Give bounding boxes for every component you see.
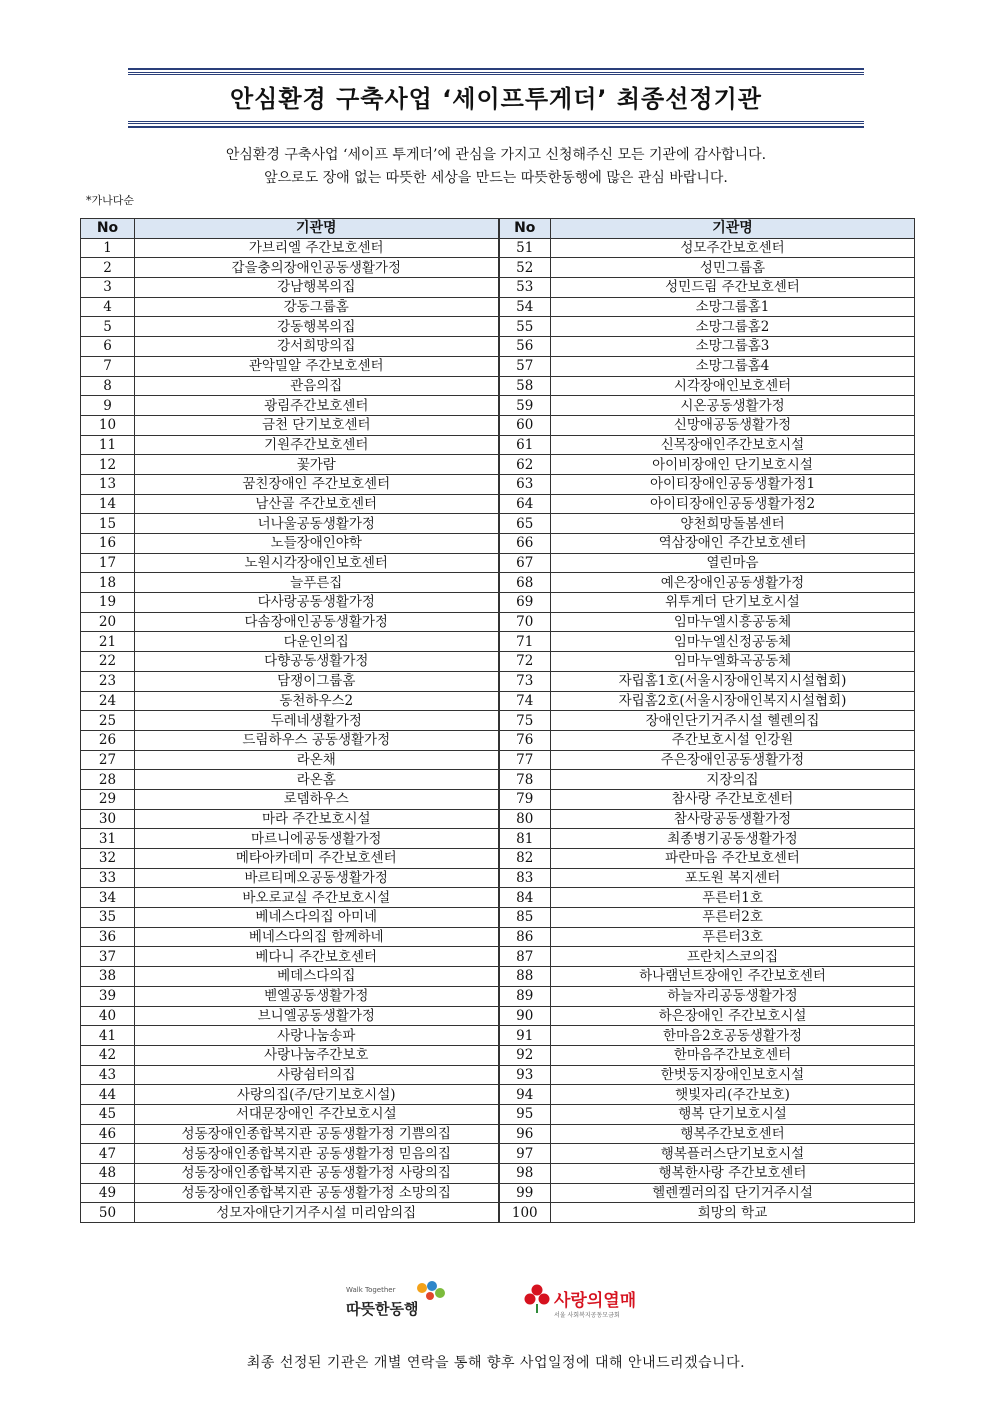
- row-name-right: 양천희망돌봄센터: [551, 514, 915, 534]
- walk-together-mark-icon: [412, 1280, 448, 1304]
- row-name-right: 행복한사랑 주간보호센터: [551, 1164, 915, 1184]
- row-name-right: 한마음2호공동생활가정: [551, 1026, 915, 1046]
- row-no-left: 44: [81, 1085, 135, 1105]
- row-no-left: 37: [81, 947, 135, 967]
- table-row: [81, 337, 915, 357]
- row-name-left: 브니엘공동생활가정: [135, 1006, 499, 1026]
- table-row: [81, 376, 915, 396]
- table-row: [81, 809, 915, 829]
- row-no-right: 54: [499, 297, 551, 317]
- row-name-left: 관악밀알 주간보호센터: [135, 356, 499, 376]
- row-no-left: 28: [81, 770, 135, 790]
- row-name-left: 베네스다의집 함께하네: [135, 927, 499, 947]
- table-row: [81, 632, 915, 652]
- row-no-left: 33: [81, 868, 135, 888]
- table-row: [81, 455, 915, 475]
- row-no-left: 43: [81, 1065, 135, 1085]
- row-no-left: 49: [81, 1183, 135, 1203]
- table-row: [81, 1183, 915, 1203]
- love-fruit-subtitle: 서울 사회복지공동모금회: [554, 1312, 620, 1319]
- row-no-left: 31: [81, 829, 135, 849]
- row-no-right: 76: [499, 730, 551, 750]
- row-name-left: 로뎀하우스: [135, 789, 499, 809]
- row-no-left: 17: [81, 553, 135, 573]
- row-no-left: 14: [81, 494, 135, 514]
- row-no-right: 82: [499, 849, 551, 869]
- walk-together-name: 따뜻한동행: [346, 1300, 419, 1318]
- row-no-right: 79: [499, 789, 551, 809]
- row-name-right: 아이비장애인 단기보호시설: [551, 455, 915, 475]
- row-name-right: 행복플러스단기보호시설: [551, 1144, 915, 1164]
- table-row: [81, 415, 915, 435]
- row-name-left: 베데스다의집: [135, 967, 499, 987]
- table-row: [81, 691, 915, 711]
- row-name-left: 성동장애인종합복지관 공동생활가정 기쁨의집: [135, 1124, 499, 1144]
- row-no-right: 100: [499, 1203, 551, 1223]
- walk-together-logo: [346, 1280, 456, 1324]
- row-no-left: 8: [81, 376, 135, 396]
- row-no-left: 42: [81, 1045, 135, 1065]
- table-row: [81, 927, 915, 947]
- row-no-left: 21: [81, 632, 135, 652]
- table-body: [81, 238, 915, 1222]
- row-no-right: 96: [499, 1124, 551, 1144]
- row-no-left: 50: [81, 1203, 135, 1223]
- row-no-left: 20: [81, 612, 135, 632]
- table-row: [81, 317, 915, 337]
- table-row: [81, 947, 915, 967]
- row-no-right: 53: [499, 278, 551, 298]
- row-name-right: 파란마음 주간보호센터: [551, 849, 915, 869]
- row-name-right: 시온공동생활가정: [551, 396, 915, 416]
- row-no-right: 83: [499, 868, 551, 888]
- row-name-left: 마라 주간보호시설: [135, 809, 499, 829]
- row-name-left: 꽃가람: [135, 455, 499, 475]
- row-name-left: 강동그룹홈: [135, 297, 499, 317]
- row-no-right: 66: [499, 534, 551, 554]
- row-no-left: 39: [81, 986, 135, 1006]
- row-name-right: 프란치스코의집: [551, 947, 915, 967]
- love-fruit-icon: [524, 1284, 550, 1314]
- row-name-right: 아이티장애인공동생활가정2: [551, 494, 915, 514]
- row-no-right: 84: [499, 888, 551, 908]
- row-name-right: 소망그룹홈4: [551, 356, 915, 376]
- table-row: [81, 474, 915, 494]
- table-row: [81, 750, 915, 770]
- table-row: [81, 829, 915, 849]
- table-row: [81, 789, 915, 809]
- table-row: [81, 888, 915, 908]
- row-no-left: 6: [81, 337, 135, 357]
- table-row: [81, 553, 915, 573]
- row-name-left: 다향공동생활가정: [135, 652, 499, 672]
- row-name-left: 동천하우스2: [135, 691, 499, 711]
- row-no-right: 58: [499, 376, 551, 396]
- header-name-left: 기관명: [135, 219, 499, 239]
- row-name-left: 메타아카데미 주간보호센터: [135, 849, 499, 869]
- header-no-left: No: [81, 219, 135, 239]
- row-no-right: 56: [499, 337, 551, 357]
- table-row: [81, 986, 915, 1006]
- row-no-left: 24: [81, 691, 135, 711]
- row-no-right: 70: [499, 612, 551, 632]
- row-no-right: 93: [499, 1065, 551, 1085]
- row-name-left: 두레네생활가정: [135, 711, 499, 731]
- row-name-left: 바오로교실 주간보호시설: [135, 888, 499, 908]
- row-name-left: 마르니에공동생활가정: [135, 829, 499, 849]
- row-no-right: 78: [499, 770, 551, 790]
- row-name-right: 자립홈2호(서울시장애인복지시설협회): [551, 691, 915, 711]
- row-no-right: 63: [499, 474, 551, 494]
- row-no-right: 89: [499, 986, 551, 1006]
- row-name-left: 늘푸른집: [135, 573, 499, 593]
- row-name-right: 성민드림 주간보호센터: [551, 278, 915, 298]
- row-no-right: 55: [499, 317, 551, 337]
- footer-note: 최종 선정된 기관은 개별 연락을 통해 향후 사업일정에 대해 안내드리겠습니다.: [246, 1355, 746, 1371]
- row-name-left: 노원시각장애인보호센터: [135, 553, 499, 573]
- row-no-right: 75: [499, 711, 551, 731]
- row-name-left: 성동장애인종합복지관 공동생활가정 소망의집: [135, 1183, 499, 1203]
- row-name-left: 서대문장애인 주간보호시설: [135, 1104, 499, 1124]
- logo-area: [0, 1276, 992, 1326]
- row-no-left: 38: [81, 967, 135, 987]
- table-row: [81, 1045, 915, 1065]
- row-no-right: 94: [499, 1085, 551, 1105]
- row-no-left: 16: [81, 534, 135, 554]
- table-row: [81, 593, 915, 613]
- row-name-right: 참사랑 주간보호센터: [551, 789, 915, 809]
- row-no-left: 12: [81, 455, 135, 475]
- table-header-row: [81, 219, 915, 239]
- table-row: [81, 1164, 915, 1184]
- row-no-left: 2: [81, 258, 135, 278]
- table-row: [81, 612, 915, 632]
- row-name-right: 주간보호시설 인강원: [551, 730, 915, 750]
- row-name-left: 강남행복의집: [135, 278, 499, 298]
- row-no-left: 47: [81, 1144, 135, 1164]
- table-row: [81, 1006, 915, 1026]
- row-no-left: 13: [81, 474, 135, 494]
- row-no-right: 71: [499, 632, 551, 652]
- table-row: [81, 278, 915, 298]
- row-name-right: 행복 단기보호시설: [551, 1104, 915, 1124]
- row-no-right: 62: [499, 455, 551, 475]
- row-no-left: 27: [81, 750, 135, 770]
- row-no-left: 1: [81, 238, 135, 258]
- row-no-left: 19: [81, 593, 135, 613]
- row-name-right: 자립홈1호(서울시장애인복지시설협회): [551, 671, 915, 691]
- sort-note: *가나다순: [86, 194, 135, 207]
- row-no-right: 80: [499, 809, 551, 829]
- row-no-right: 73: [499, 671, 551, 691]
- table-row: [81, 238, 915, 258]
- row-name-right: 한마음주간보호센터: [551, 1045, 915, 1065]
- row-name-right: 참사랑공동생활가정: [551, 809, 915, 829]
- walk-together-tagline: Walk Together: [346, 1286, 396, 1294]
- row-name-left: 다솜장애인공동생활가정: [135, 612, 499, 632]
- row-name-right: 성모주간보호센터: [551, 238, 915, 258]
- row-name-right: 최종병기공동생활가정: [551, 829, 915, 849]
- row-name-left: 다운인의집: [135, 632, 499, 652]
- row-name-right: 임마누엘화곡공동체: [551, 652, 915, 672]
- row-name-left: 너나울공동생활가정: [135, 514, 499, 534]
- row-name-left: 금천 단기보호센터: [135, 415, 499, 435]
- table-row: [81, 908, 915, 928]
- table-row: [81, 1203, 915, 1223]
- table-row: [81, 849, 915, 869]
- row-no-right: 60: [499, 415, 551, 435]
- row-name-right: 소망그룹홈2: [551, 317, 915, 337]
- table-row: [81, 435, 915, 455]
- header-name-right: 기관명: [551, 219, 915, 239]
- row-no-left: 41: [81, 1026, 135, 1046]
- row-name-left: 성모자애단기거주시설 미리암의집: [135, 1203, 499, 1223]
- love-fruit-logo: [524, 1280, 664, 1324]
- row-no-right: 88: [499, 967, 551, 987]
- table-row: [81, 1124, 915, 1144]
- row-no-left: 29: [81, 789, 135, 809]
- table-row: [81, 711, 915, 731]
- row-no-right: 65: [499, 514, 551, 534]
- row-name-left: 벧엘공동생활가정: [135, 986, 499, 1006]
- row-name-right: 행복주간보호센터: [551, 1124, 915, 1144]
- row-name-left: 광림주간보호센터: [135, 396, 499, 416]
- row-name-right: 하나램넌트장애인 주간보호센터: [551, 967, 915, 987]
- table-row: [81, 534, 915, 554]
- row-name-right: 아이티장애인공동생활가정1: [551, 474, 915, 494]
- table-row: [81, 1026, 915, 1046]
- row-name-left: 담쟁이그룹홈: [135, 671, 499, 691]
- row-no-left: 23: [81, 671, 135, 691]
- row-no-right: 85: [499, 908, 551, 928]
- row-no-right: 52: [499, 258, 551, 278]
- table-row: [81, 573, 915, 593]
- row-no-right: 61: [499, 435, 551, 455]
- row-name-left: 성동장애인종합복지관 공동생활가정 사랑의집: [135, 1164, 499, 1184]
- institution-table: [80, 218, 915, 1223]
- row-no-right: 90: [499, 1006, 551, 1026]
- row-name-right: 성민그룹홈: [551, 258, 915, 278]
- table-row: [81, 1085, 915, 1105]
- row-no-right: 97: [499, 1144, 551, 1164]
- row-name-right: 하은장애인 주간보호시설: [551, 1006, 915, 1026]
- row-no-right: 67: [499, 553, 551, 573]
- table-row: [81, 652, 915, 672]
- row-no-left: 15: [81, 514, 135, 534]
- row-no-left: 25: [81, 711, 135, 731]
- row-no-left: 22: [81, 652, 135, 672]
- row-no-left: 40: [81, 1006, 135, 1026]
- row-no-left: 35: [81, 908, 135, 928]
- row-name-left: 사랑나눔송파: [135, 1026, 499, 1046]
- row-name-left: 사랑나눔주간보호: [135, 1045, 499, 1065]
- table-row: [81, 671, 915, 691]
- row-no-right: 91: [499, 1026, 551, 1046]
- row-name-right: 주은장애인공동생활가정: [551, 750, 915, 770]
- row-no-right: 87: [499, 947, 551, 967]
- row-name-left: 라온채: [135, 750, 499, 770]
- table-row: [81, 297, 915, 317]
- row-no-left: 10: [81, 415, 135, 435]
- row-no-right: 51: [499, 238, 551, 258]
- row-name-right: 임마누엘신정공동체: [551, 632, 915, 652]
- table-row: [81, 1144, 915, 1164]
- table-row: [81, 494, 915, 514]
- table-row: [81, 1065, 915, 1085]
- row-name-left: 베다니 주간보호센터: [135, 947, 499, 967]
- title-rule-bottom: [128, 126, 864, 128]
- row-no-right: 57: [499, 356, 551, 376]
- row-name-right: 역삼장애인 주간보호센터: [551, 534, 915, 554]
- row-no-left: 4: [81, 297, 135, 317]
- table-row: [81, 514, 915, 534]
- row-no-left: 9: [81, 396, 135, 416]
- row-no-left: 3: [81, 278, 135, 298]
- table-row: [81, 356, 915, 376]
- table-row: [81, 967, 915, 987]
- row-no-left: 32: [81, 849, 135, 869]
- row-name-right: 푸른터3호: [551, 927, 915, 947]
- row-name-right: 시각장애인보호센터: [551, 376, 915, 396]
- row-name-left: 가브리엘 주간보호센터: [135, 238, 499, 258]
- title-banner: [128, 72, 864, 124]
- row-name-right: 한벗둥지장애인보호시설: [551, 1065, 915, 1085]
- row-name-left: 강동행복의집: [135, 317, 499, 337]
- table-row: [81, 258, 915, 278]
- header-no-right: No: [499, 219, 551, 239]
- row-no-left: 30: [81, 809, 135, 829]
- row-name-left: 사랑의집(주/단기보호시설): [135, 1085, 499, 1105]
- row-no-left: 18: [81, 573, 135, 593]
- row-no-left: 5: [81, 317, 135, 337]
- table-row: [81, 868, 915, 888]
- row-name-left: 라온홈: [135, 770, 499, 790]
- row-no-left: 11: [81, 435, 135, 455]
- row-name-right: 포도원 복지센터: [551, 868, 915, 888]
- row-no-right: 59: [499, 396, 551, 416]
- row-no-right: 74: [499, 691, 551, 711]
- row-name-right: 하늘자리공동생활가정: [551, 986, 915, 1006]
- row-no-right: 98: [499, 1164, 551, 1184]
- row-name-left: 베네스다의집 아미네: [135, 908, 499, 928]
- row-no-right: 77: [499, 750, 551, 770]
- row-no-left: 7: [81, 356, 135, 376]
- page-title: 안심환경 구축사업 ‘세이프투게더’ 최종선정기관: [230, 85, 762, 113]
- row-name-right: 희망의 학교: [551, 1203, 915, 1223]
- table-row: [81, 396, 915, 416]
- row-name-left: 사랑쉼터의집: [135, 1065, 499, 1085]
- intro-line-1: 안심환경 구축사업 ‘세이프 투게더’에 관심을 가지고 신청해주신 모든 기관에 감사합니다.: [225, 147, 767, 163]
- row-no-right: 99: [499, 1183, 551, 1203]
- row-name-left: 드림하우스 공동생활가정: [135, 730, 499, 750]
- row-no-right: 92: [499, 1045, 551, 1065]
- row-name-right: 지장의집: [551, 770, 915, 790]
- row-no-left: 26: [81, 730, 135, 750]
- row-name-right: 신망애공동생활가정: [551, 415, 915, 435]
- row-name-left: 남산골 주간보호센터: [135, 494, 499, 514]
- row-no-right: 81: [499, 829, 551, 849]
- row-name-right: 소망그룹홈3: [551, 337, 915, 357]
- row-name-left: 관음의집: [135, 376, 499, 396]
- row-name-right: 임마누엘시흥공동체: [551, 612, 915, 632]
- row-name-right: 햇빛자리(주간보호): [551, 1085, 915, 1105]
- row-name-left: 기원주간보호센터: [135, 435, 499, 455]
- title-rule-top: [128, 68, 864, 70]
- row-no-left: 34: [81, 888, 135, 908]
- row-no-right: 86: [499, 927, 551, 947]
- row-name-right: 푸른터2호: [551, 908, 915, 928]
- row-name-left: 바르티메오공동생활가정: [135, 868, 499, 888]
- table-row: [81, 1104, 915, 1124]
- row-name-right: 위투게더 단기보호시설: [551, 593, 915, 613]
- row-name-right: 장애인단기거주시설 헬렌의집: [551, 711, 915, 731]
- row-no-right: 95: [499, 1104, 551, 1124]
- table-row: [81, 730, 915, 750]
- row-name-right: 헬렌켈러의집 단기거주시설: [551, 1183, 915, 1203]
- row-name-left: 강서희망의집: [135, 337, 499, 357]
- row-no-left: 45: [81, 1104, 135, 1124]
- row-no-right: 69: [499, 593, 551, 613]
- row-name-left: 갑을충의장애인공동생활가정: [135, 258, 499, 278]
- row-name-left: 꿈친장애인 주간보호센터: [135, 474, 499, 494]
- row-no-left: 48: [81, 1164, 135, 1184]
- row-name-right: 예은장애인공동생활가정: [551, 573, 915, 593]
- table-row: [81, 770, 915, 790]
- row-no-right: 64: [499, 494, 551, 514]
- row-no-right: 68: [499, 573, 551, 593]
- row-name-left: 성동장애인종합복지관 공동생활가정 믿음의집: [135, 1144, 499, 1164]
- intro-line-2: 앞으로도 장애 없는 따뜻한 세상을 만드는 따뜻한동행에 많은 관심 바랍니다.: [264, 170, 728, 186]
- row-no-right: 72: [499, 652, 551, 672]
- row-no-left: 46: [81, 1124, 135, 1144]
- row-name-right: 열린마음: [551, 553, 915, 573]
- row-no-left: 36: [81, 927, 135, 947]
- row-name-right: 신목장애인주간보호시설: [551, 435, 915, 455]
- row-name-left: 노들장애인야학: [135, 534, 499, 554]
- row-name-right: 소망그룹홈1: [551, 297, 915, 317]
- row-name-right: 푸른터1호: [551, 888, 915, 908]
- row-name-left: 다사랑공동생활가정: [135, 593, 499, 613]
- love-fruit-name: 사랑의열매: [554, 1291, 637, 1311]
